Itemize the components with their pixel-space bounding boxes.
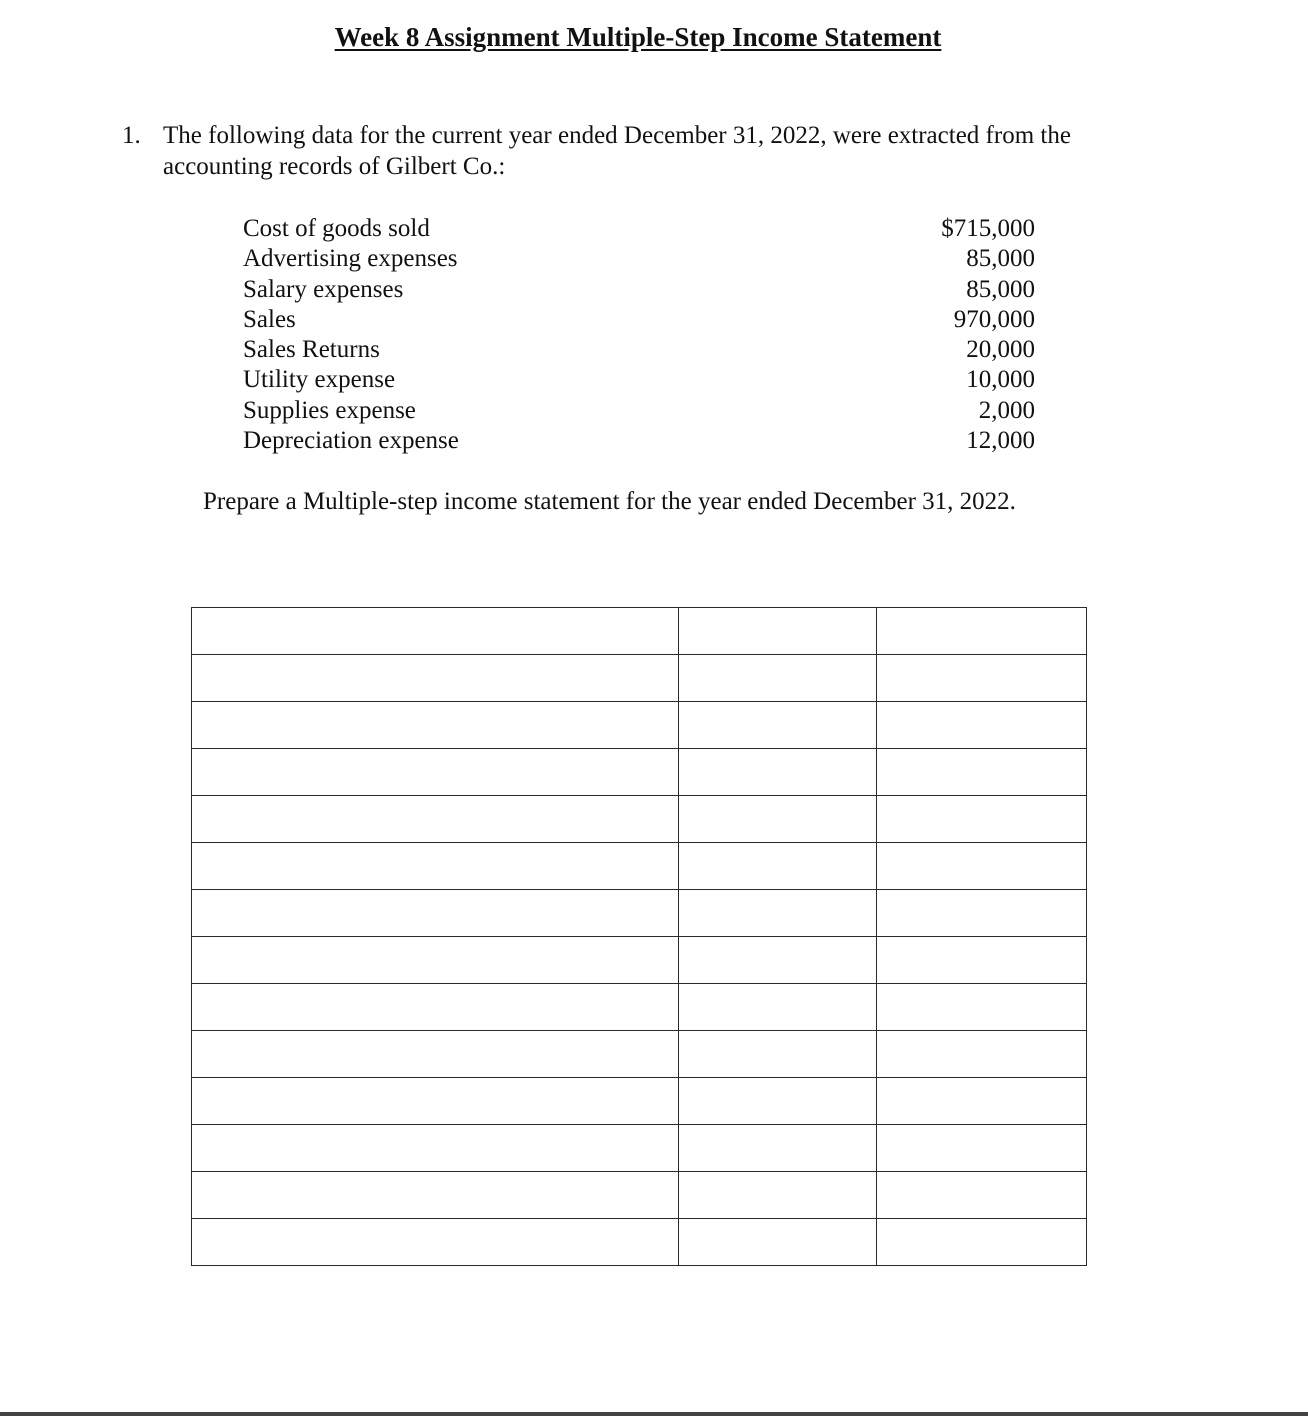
data-row-salary-expenses — [243, 275, 1035, 305]
table-row — [192, 843, 1087, 890]
data-row-utility-expense — [243, 365, 1035, 395]
answer-cell-description[interactable] — [192, 937, 679, 984]
table-row — [192, 655, 1087, 702]
document-title: Week 8 Assignment Multiple-Step Income Statement — [334, 22, 942, 52]
answer-cell-description[interactable] — [192, 1125, 679, 1172]
answer-cell-amount[interactable] — [679, 796, 877, 843]
answer-cell-amount[interactable] — [679, 1172, 877, 1219]
data-row-depreciation-expense — [243, 426, 1035, 456]
answer-cell-description[interactable] — [192, 984, 679, 1031]
data-label: Depreciation expense — [243, 427, 459, 455]
data-row-sales-returns — [243, 335, 1035, 365]
question-number: 1. — [122, 122, 141, 149]
data-label: Advertising expenses — [243, 245, 458, 273]
answer-cell-description[interactable] — [192, 843, 679, 890]
table-row — [192, 608, 1087, 655]
answer-cell-amount[interactable] — [679, 1219, 877, 1266]
answer-cell-description[interactable] — [192, 796, 679, 843]
answer-cell-description[interactable] — [192, 1078, 679, 1125]
table-row — [192, 1219, 1087, 1266]
answer-cell-total[interactable] — [877, 1078, 1087, 1125]
data-value: $715,000 — [941, 215, 1035, 242]
answer-cell-total[interactable] — [877, 843, 1087, 890]
answer-cell-total[interactable] — [877, 1125, 1087, 1172]
answer-cell-description[interactable] — [192, 702, 679, 749]
instruction-text: Prepare a Multiple-step income statement for the year ended December 31, 2022. — [203, 488, 1016, 515]
answer-cell-total[interactable] — [877, 1219, 1087, 1266]
answer-cell-amount[interactable] — [679, 702, 877, 749]
data-row-cost-of-goods-sold — [243, 214, 1035, 244]
data-value: 10,000 — [966, 366, 1035, 394]
income-statement-answer-table — [191, 607, 1087, 1266]
data-value: 85,000 — [966, 245, 1035, 273]
data-row-supplies-expense — [243, 396, 1035, 426]
answer-cell-total[interactable] — [877, 796, 1087, 843]
answer-cell-total[interactable] — [877, 890, 1087, 937]
data-value: 970,000 — [953, 305, 1035, 333]
table-row — [192, 749, 1087, 796]
answer-cell-description[interactable] — [192, 655, 679, 702]
answer-cell-amount[interactable] — [679, 890, 877, 937]
answer-cell-total[interactable] — [877, 655, 1087, 702]
question-text: The following data for the current year ended December 31, 2022, were extracted from the accounting records of Gilbert Co.: — [163, 122, 1071, 180]
data-label: Cost of goods sold — [243, 215, 430, 242]
answer-cell-total[interactable] — [877, 984, 1087, 1031]
answer-cell-amount[interactable] — [679, 1125, 877, 1172]
data-label: Sales — [243, 305, 296, 333]
table-row — [192, 1172, 1087, 1219]
data-value: 85,000 — [966, 275, 1035, 303]
data-value: 12,000 — [966, 427, 1035, 455]
answer-cell-description[interactable] — [192, 608, 679, 655]
data-label: Sales Returns — [243, 336, 380, 364]
answer-cell-total[interactable] — [877, 1031, 1087, 1078]
answer-cell-amount[interactable] — [679, 655, 877, 702]
answer-cell-total[interactable] — [877, 937, 1087, 984]
answer-cell-total[interactable] — [877, 749, 1087, 796]
table-row — [192, 984, 1087, 1031]
answer-cell-description[interactable] — [192, 1031, 679, 1078]
answer-cell-amount[interactable] — [679, 608, 877, 655]
answer-cell-description[interactable] — [192, 749, 679, 796]
answer-cell-total[interactable] — [877, 1172, 1087, 1219]
data-row-advertising-expenses — [243, 244, 1035, 274]
table-row — [192, 1125, 1087, 1172]
data-row-sales — [243, 305, 1035, 335]
answer-cell-amount[interactable] — [679, 749, 877, 796]
answer-cell-description[interactable] — [192, 1172, 679, 1219]
table-row — [192, 890, 1087, 937]
table-row — [192, 796, 1087, 843]
account-data-list — [243, 214, 1035, 456]
table-row — [192, 1031, 1087, 1078]
answer-cell-description[interactable] — [192, 890, 679, 937]
answer-cell-amount[interactable] — [679, 984, 877, 1031]
answer-table-body — [192, 608, 1087, 1266]
data-label: Supplies expense — [243, 396, 416, 424]
answer-cell-total[interactable] — [877, 702, 1087, 749]
answer-cell-amount[interactable] — [679, 843, 877, 890]
answer-cell-amount[interactable] — [679, 1031, 877, 1078]
page-bottom-divider — [0, 1412, 1308, 1416]
data-label: Salary expenses — [243, 275, 404, 303]
data-value: 2,000 — [978, 396, 1035, 424]
answer-cell-amount[interactable] — [679, 937, 877, 984]
table-row — [192, 702, 1087, 749]
data-label: Utility expense — [243, 366, 396, 394]
answer-cell-amount[interactable] — [679, 1078, 877, 1125]
table-row — [192, 937, 1087, 984]
data-value: 20,000 — [966, 336, 1035, 364]
table-row — [192, 1078, 1087, 1125]
answer-cell-description[interactable] — [192, 1219, 679, 1266]
answer-cell-total[interactable] — [877, 608, 1087, 655]
